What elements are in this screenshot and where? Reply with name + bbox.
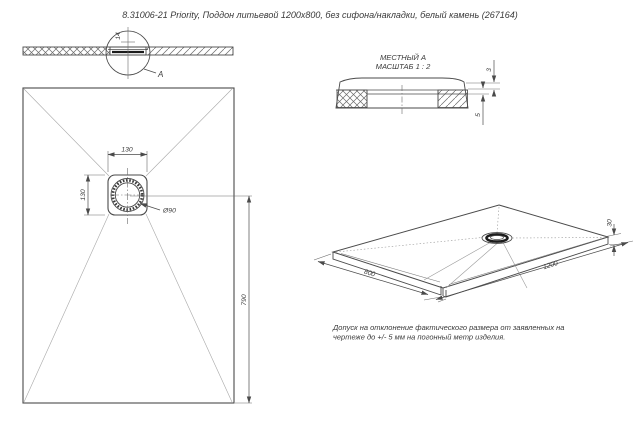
iso-length-dim: 1200 bbox=[542, 260, 559, 272]
plan-slope-lines bbox=[24, 89, 232, 402]
plan-dim-130-left bbox=[84, 175, 105, 215]
tolerance-note-line1: Допуск на отклонение фактического размера от заявленных на bbox=[333, 323, 565, 332]
side-section-view bbox=[23, 27, 233, 79]
drawing-title: 8.31006-21 Priority, Поддон литьевой 1200x800, без сифона/накладки, белый камень (267164) bbox=[122, 10, 518, 20]
iso-dim-1200 bbox=[436, 241, 633, 302]
plan-length-to-drain-dim: 790 bbox=[241, 294, 248, 306]
iso-height-dim: 30 bbox=[606, 219, 614, 227]
iso-width-dim: 800 bbox=[362, 268, 376, 279]
plan-drain-diameter-leader bbox=[140, 204, 160, 211]
local-bottom-thickness-dim: 5 bbox=[475, 113, 482, 117]
tolerance-note-line2: чертеже до +/- 5 мм на погонный метр изделия. bbox=[333, 332, 506, 342]
plan-drain-height-dim: 130 bbox=[80, 189, 87, 201]
iso-view bbox=[314, 205, 633, 302]
detail-label-a: A bbox=[158, 70, 164, 79]
iso-slope-lines bbox=[336, 207, 605, 288]
plan-drain-width-dim: 130 bbox=[121, 146, 133, 154]
section-depth-dim: 14 bbox=[115, 32, 122, 40]
plan-view bbox=[23, 88, 252, 403]
tolerance-note bbox=[332, 323, 564, 342]
plan-drain-diameter-dim: Ø90 bbox=[163, 207, 176, 215]
iso-drain bbox=[482, 233, 512, 244]
local-view-scale: МАСШТАБ 1 : 2 bbox=[375, 62, 431, 71]
local-view-name: МЕСТНЫЙ А bbox=[379, 53, 427, 62]
local-top-thickness-dim: 3 bbox=[486, 68, 493, 72]
